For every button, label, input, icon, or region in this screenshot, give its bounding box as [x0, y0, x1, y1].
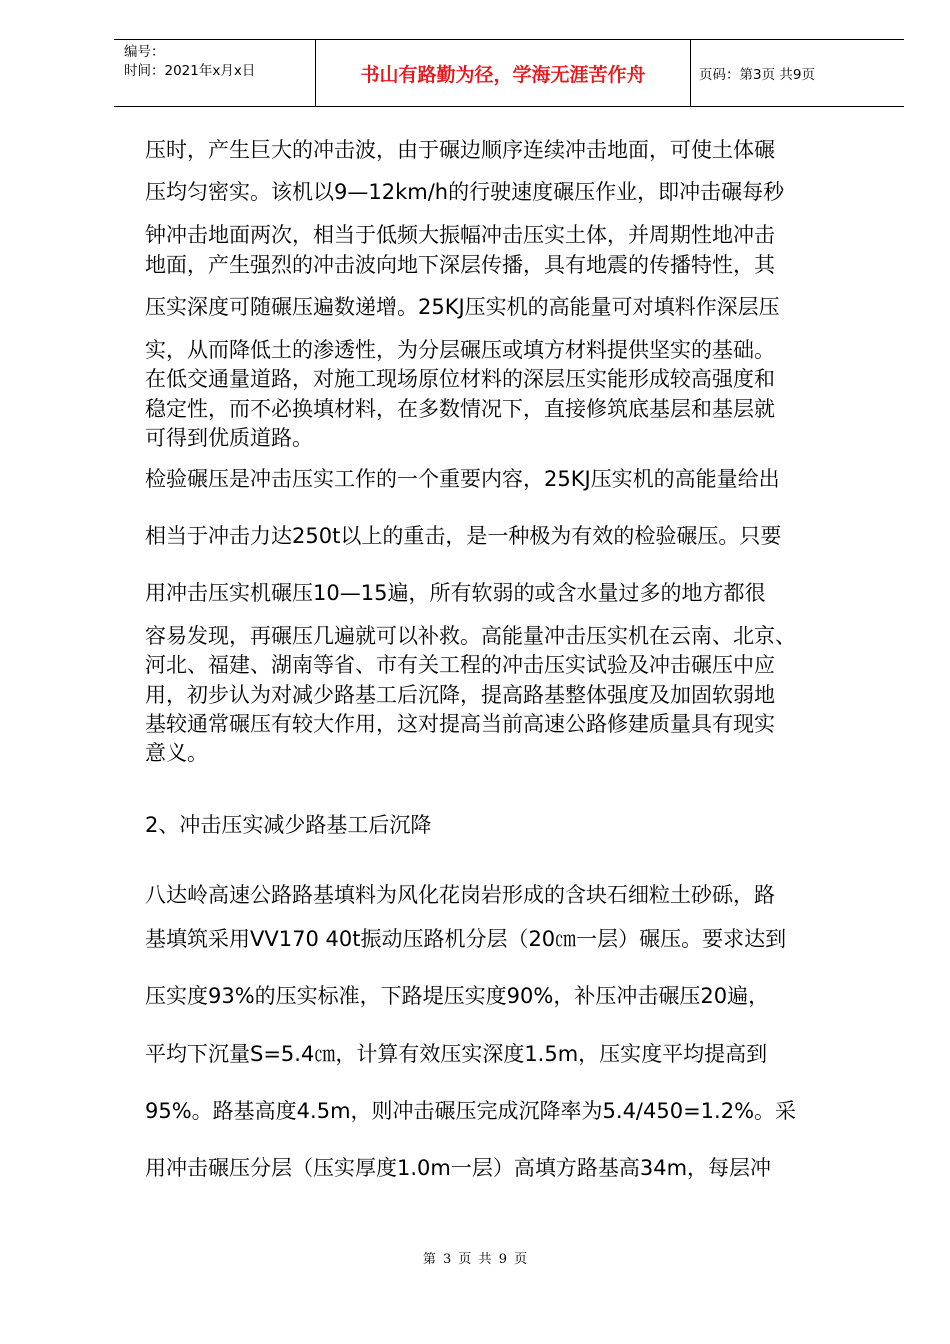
body-line: 95%。路基高度4.5m，则冲击碾压完成沉降率为5.4/450=1.2%。采 [145, 1099, 797, 1123]
body-line: 用冲击压实机碾压10—15遍，所有软弱的或含水量过多的地方都很 [145, 581, 766, 605]
header-meta-cell [114, 40, 316, 106]
body-line: 基较通常碾压有较大作用，这对提高当前高速公路修建质量具有现实 [145, 712, 775, 736]
body-line: 在低交通量道路，对施工现场原位材料的深层压实能形成较高强度和 [145, 367, 775, 391]
body-line: 稳定性，而不必换填材料，在多数情况下，直接修筑底基层和基层就 [145, 397, 775, 421]
body-line: 河北、福建、湖南等省、市有关工程的冲击压实试验及冲击碾压中应 [145, 653, 775, 677]
body-line: 钟冲击地面两次，相当于低频大振幅冲击压实土体，并周期性地冲击 [145, 223, 775, 247]
body-line: 意义。 [145, 741, 208, 765]
body-line: 基填筑采用VV170 40t振动压路机分层（20㎝一层）碾压。要求达到 [145, 927, 787, 951]
document-number-label: 编号： [124, 44, 165, 60]
body-line: 检验碾压是冲击压实工作的一个重要内容，25KJ压实机的高能量给出 [145, 467, 780, 491]
header-page-info: 页码：第3页 共9页 [699, 67, 815, 83]
body-line: 压时，产生巨大的冲击波，由于碾边顺序连续冲击地面，可使土体碾 [145, 138, 775, 162]
body-line: 实，从而降低土的渗透性，为分层碾压或填方材料提供坚实的基础。 [145, 338, 775, 362]
body-line: 可得到优质道路。 [145, 426, 313, 450]
body-line: 压均匀密实。该机以9—12km/h的行驶速度碾压作业，即冲击碾每秒 [145, 180, 785, 204]
page-footer: 第 3 页 共 9 页 [422, 1252, 528, 1267]
body-line: 容易发现，再碾压几遍就可以补救。高能量冲击压实机在云南、北京、 [145, 624, 796, 648]
body-line: 压实度93%的压实标准，下路堤压实度90%，补压冲击碾压20遍， [145, 984, 770, 1008]
body-line: 压实深度可随碾压遍数递增。25KJ压实机的高能量可对填料作深层压 [145, 295, 780, 319]
body-line: 平均下沉量S=5.4㎝，计算有效压实深度1.5m，压实度平均提高到 [145, 1042, 768, 1066]
body-line: 用冲击碾压分层（压实厚度1.0m一层）高填方路基高34m，每层冲 [145, 1156, 772, 1180]
document-header [114, 39, 904, 107]
body-line: 地面，产生强烈的冲击波向地下深层传播，具有地震的传播特性，其 [145, 253, 775, 277]
document-time-label: 时间：2021年x月x日 [124, 63, 256, 79]
body-line: 八达岭高速公路路基填料为风化花岗岩形成的含块石细粒土砂砾，路 [145, 883, 775, 907]
section-heading: 2、冲击压实减少路基工后沉降 [145, 813, 432, 837]
header-motto: 书山有路勤为径，学海无涯苦作舟 [316, 40, 691, 106]
body-line: 相当于冲击力达250t以上的重击，是一种极为有效的检验碾压。只要 [145, 524, 782, 548]
body-line: 用，初步认为对减少路基工后沉降，提高路基整体强度及加固软弱地 [145, 683, 775, 707]
